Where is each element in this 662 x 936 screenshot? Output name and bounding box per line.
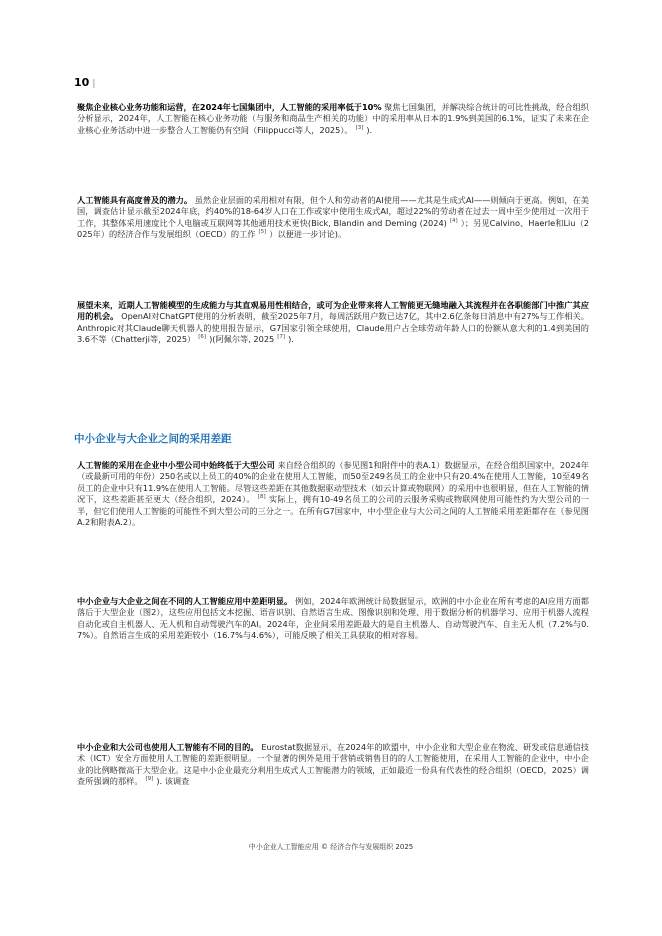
paragraph-lead: 展望未来，近期人工智能模型的生成能力与其直观易用性相结合，或可为企业带来将人工智能更无缝地融入其流程并在各职能部门中推广其应用的机会。: [77, 300, 589, 322]
paragraph-body: 虽然企业层面的采用相对有限，但个人和劳动者的AI使用——尤其是生成式AI——则倾向于更高。例如，在美国，调查估计显示截至2024年底，约40%的18-64岁人口在工作或家中使用生成式AI，超过22%的劳动者在过去一周中至少使用过一次用于工作，其整体采用速度比个人电脑或互联网等其他通用技术更快(Bick, Blandin and Deming (2024): [77, 195, 589, 228]
reference-marker[interactable]: [8]: [257, 494, 266, 501]
page-separator: |: [92, 79, 96, 89]
paragraph-sme-adoption: 人工智能的采用在企业中小型公司中始终低于大型公司 来自经合组织的（参见图1和附件中的表A.1）数据显示，在经合组织国家中，2024年（或最新可用的年份）250名或以上员工的40%的企业在使用人工智能，而50至249名员工的企业中只有20.4%在使用人工智能，10至49名员工的企业中只有11.9%在使用人工智能。尽管这些差距在其他数据驱动型技术（如云计算或物联网）的采用中也很明显，但在人工智能的情况下，这些差距甚至更大（经合组织，2024）。 [8] 实际上，拥有10-49名员工的公司的云服务采购或物联网使用可能性约为大型公司的一半，但它们使用人工智能的可能性不到大型公司的三分之一。在所有G7国家中，中小型企业与大公司之间的人工智能采用差距都存在（参见图A.2和附表A.2）。: [77, 460, 589, 528]
paragraph-core-business: 聚焦企业核心业务功能和运营，在2024年七国集团中，人工智能的采用率低于10% 聚焦七国集团，并解决综合统计的可比性挑战，经合组织分析显示，2024年，人工智能在核心业务功能（与服务和商品生产相关的功能）中的采用率从日本的1.9%到美国的6.1%，证实了未来在企业核心业务活动中进一步整合人工智能仍有空间（Filippucci等人，2025）。 [3] ).: [77, 102, 589, 135]
paragraph-lead: 中小企业与大企业之间在不同的人工智能应用中差距明显。: [77, 596, 293, 606]
reference-marker[interactable]: [3]: [355, 125, 364, 132]
paragraph-purposes: 中小企业和大公司也使用人工智能有不同的目的。 Eurostat数据显示，在2024年的欧盟中，中小企业和大型企业在物流、研发或信息通信技术（ICT）安全方面使用人工智能的差距很明显。一个显著的例外是用于营销或销售目的的人工智能使用，在采用人工智能的企业中，中小企业的比例略微高于大型企业。这是中小企业最充分利用生成式人工智能潜力的领域，正如最近一份具有代表性的经合组织（OECD，2025）调查所强调的那样。 [9] ). 该调查: [77, 742, 589, 787]
page-number: 10 |: [74, 76, 96, 89]
section-heading: 中小企业与大企业之间的采用差距: [74, 433, 232, 445]
reference-marker[interactable]: [5]: [258, 229, 267, 236]
paragraph-lead: 人工智能的采用在企业中小型公司中始终低于大型公司: [77, 460, 275, 470]
paragraph-application-gaps: [77, 596, 589, 642]
paragraph-body: 例如，2024年欧洲统计局数据显示，欧洲的中小企业在所有考虑的AI应用方面都落后于大型企业（图2），这些应用包括文本挖掘、语音识别、自然语言生成、图像识别和处理、用于数据分析的机器学习、应用于机器人流程自动化或自主机器人、无人机和自动驾驶汽车的AI。2024年，企业间采用差距最大的是自主机器人、自动驾驶汽车、自主无人机（7.2%与0.7%）。自然语言生成的采用差距较小（16.7%与4.6%），可能反映了相关工具获取的相对容易。: [77, 596, 589, 641]
reference-marker[interactable]: [6]: [198, 334, 207, 341]
paragraph-body: 聚焦七国集团，并解决综合统计的可比性挑战，经合组织分析显示，2024年，人工智能在核心业务功能（与服务和商品生产相关的功能）中的采用率从日本的1.9%到美国的6.1%，证实了未来在企业核心业务活动中进一步整合人工智能仍有空间（Filippucci等人，2025）。: [77, 102, 589, 135]
paragraph-lead: 聚焦企业核心业务功能和运营，在2024年七国集团中，人工智能的采用率低于10%: [77, 102, 382, 112]
page-footer: 中小企业人工智能应用 © 经济合作与发展组织 2025: [248, 843, 414, 851]
paragraph-diffusion-potential: 人工智能具有高度普及的潜力。 虽然企业层面的采用相对有限，但个人和劳动者的AI使用——尤其是生成式AI——则倾向于更高。例如，在美国，调查估计显示截至2024年底，约40%的18-64岁人口在工作或家中使用生成式AI，超过22%的劳动者在过去一周中至少使用过一次用于工作，其整体采用速度比个人电脑或互联网等其他通用技术更快(Bick, Blandin and Deming (2024) [4] ）；另见Calvino、Haerle和Liu（2025年）的经济合作与发展组织（OECD）的工作 [5] ）以便进一步讨论)。: [77, 195, 589, 240]
reference-marker[interactable]: [7]: [277, 334, 286, 341]
reference-marker[interactable]: [4]: [449, 218, 458, 225]
paragraph-body: 来自经合组织的（参见图1和附件中的表A.1）数据显示，在经合组织国家中，2024年（或最新可用的年份）250名或以上员工的40%的企业在使用人工智能，而50至249名员工的企业中只有20.4%在使用人工智能，10至49名员工的企业中只有11.9%在使用人工智能。尽管这些差距在其他数据驱动型技术（如云计算或物联网）的采用中也很明显，但在人工智能的情况下，这些差距甚至更大（经合组织，2024）。: [77, 460, 589, 505]
paragraph-lead: 中小企业和大公司也使用人工智能有不同的目的。: [77, 742, 259, 752]
reference-marker[interactable]: [9]: [145, 776, 154, 783]
paragraph-outlook: 展望未来，近期人工智能模型的生成能力与其直观易用性相结合，或可为企业带来将人工智能更无缝地融入其流程并在各职能部门中推广其应用的机会。 OpenAI对ChatGPT使用的分析表明，截至2025年7月，每周活跃用户数已达7亿，其中2.6亿条每日消息中有27%与工作相关。Anthropic对其Claude聊天机器人的使用报告显示，G7国家引领全球使用，Claude用户占全球劳动年龄人口的份额从意大利的1.4到美国的3.6不等（Chatterji等，2025） [6] )(阿佩尔等, 2025 [7] ).: [77, 300, 589, 345]
paragraph-body: OpenAI对ChatGPT使用的分析表明，截至2025年7月，每周活跃用户数已达7亿，其中2.6亿条每日消息中有27%与工作相关。Anthropic对其Claude聊天机器人的使用报告显示，G7国家引领全球使用，Claude用户占全球劳动年龄人口的份额从意大利的1.4到美国的3.6不等（Chatterji等，2025）: [77, 311, 589, 345]
paragraph-body: Eurostat数据显示，在2024年的欧盟中，中小企业和大型企业在物流、研发或信息通信技术（ICT）安全方面使用人工智能的差距很明显。一个显著的例外是用于营销或销售目的的人工智能使用，在采用人工智能的企业中，中小企业的比例略微高于大型企业。这是中小企业最充分利用生成式人工智能潜力的领域，正如最近一份具有代表性的经合组织（OECD，2025）调查所强调的那样。: [77, 742, 589, 787]
paragraph-lead: 人工智能具有高度普及的潜力。: [77, 195, 193, 205]
